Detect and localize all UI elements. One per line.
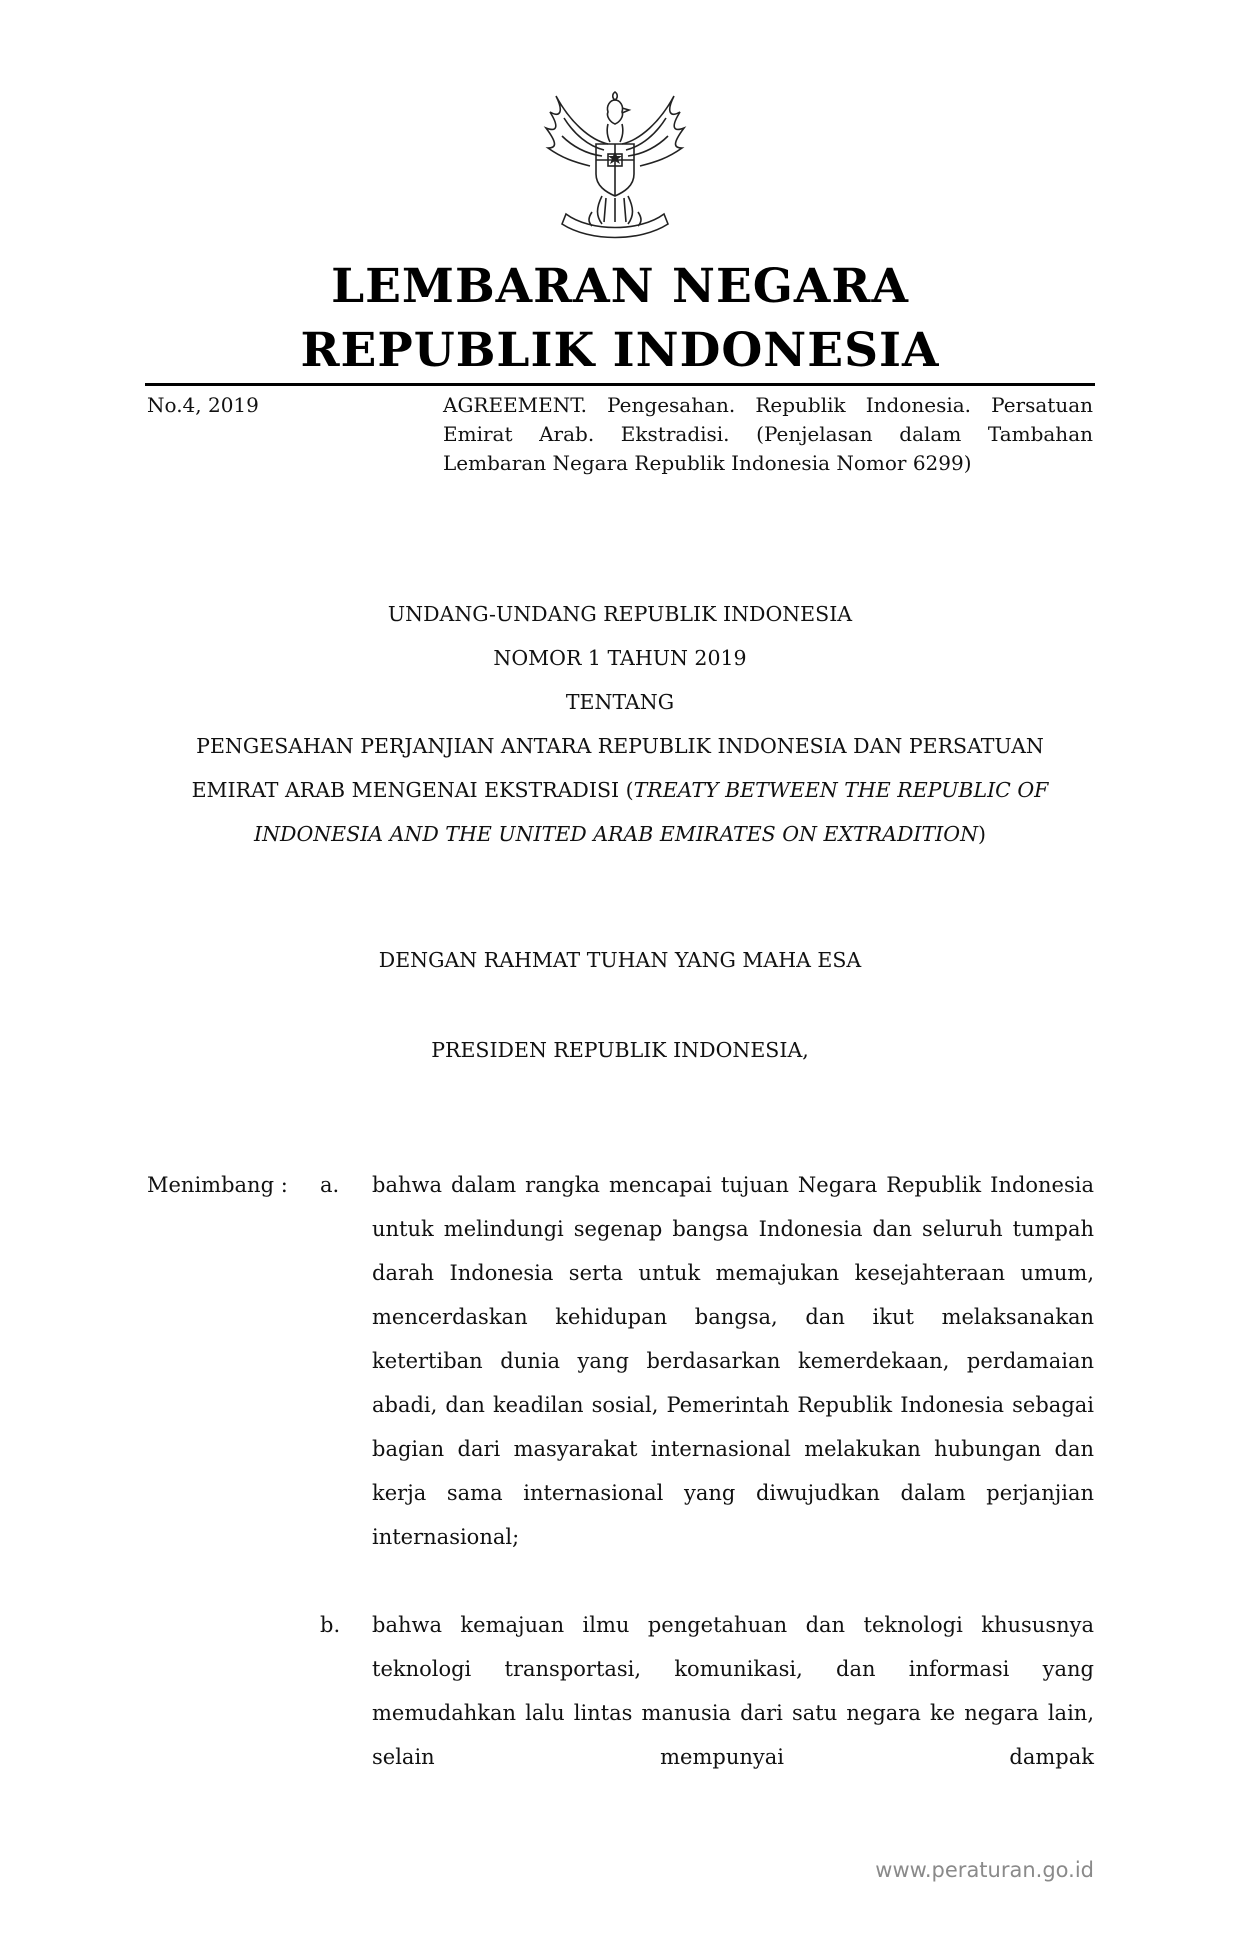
title-subject <box>145 724 1095 856</box>
menimbang-label <box>147 1163 288 1207</box>
preamble-presiden: PRESIDEN REPUBLIK INDONESIA, <box>431 1038 809 1062</box>
title-line-2: NOMOR 1 TAHUN 2019 <box>493 646 747 670</box>
issue-description: AGREEMENT. Pengesahan. Republik Indonesia. Persatuan Emirat Arab. Ekstradisi. (Penjelasan dalam Tambahan Lembaran Negara Republik Indonesia Nomor 6299) <box>443 393 1093 475</box>
menimbang-item-letter: a. <box>320 1173 340 1197</box>
menimbang-item-letter: b. <box>320 1613 341 1637</box>
title-subject-plain: PENGESAHAN PERJANJIAN ANTARA REPUBLIK INDONESIA DAN PERSATUAN EMIRAT ARAB MENGENAI EKSTRADISI ( <box>191 734 1044 802</box>
masthead-line-1: LEMBARAN NEGARA <box>331 259 909 314</box>
menimbang-item-text: bahwa dalam rangka mencapai tujuan Negara Republik Indonesia untuk melindungi segenap bangsa Indonesia dan seluruh tumpah darah Indonesia serta untuk memajukan kesejahteraan umum, mencerdaskan kehidupan bangsa, dan ikut melaksanakan ketertiban dunia yang berdasarkan kemerdekaan, perdamaian abadi, dan keadilan sosial, Pemerintah Republik Indonesia sebagai bagian dari masyarakat internasional melakukan hubungan dan kerja sama internasional yang diwujudkan dalam perjanjian internasional; <box>372 1173 1094 1549</box>
title-subject-italic: TREATY BETWEEN THE REPUBLIC OF INDONESIA AND THE UNITED ARAB EMIRATES ON EXTRADITION <box>253 778 1049 846</box>
menimbang-item-text: bahwa kemajuan ilmu pengetahuan dan teknologi khususnya teknologi transportasi, komunikasi, dan informasi yang memudahkan lalu lintas manusia dari satu negara ke negara lain, selain mempunyai dampak <box>372 1613 1094 1769</box>
menimbang-separator: : <box>280 1173 288 1197</box>
law-title <box>145 592 1095 856</box>
masthead-rule <box>145 383 1095 386</box>
title-subject-close: ) <box>978 822 987 846</box>
title-line-1: UNDANG-UNDANG REPUBLIK INDONESIA <box>387 602 853 626</box>
garuda-emblem-icon <box>530 82 700 242</box>
masthead-line-2: REPUBLIK INDONESIA <box>300 323 940 378</box>
menimbang-label-text: Menimbang <box>147 1173 275 1197</box>
issue-number: No.4, 2019 <box>147 393 259 417</box>
footer-url: www.peraturan.go.id <box>875 1858 1094 1882</box>
preamble-dengan: DENGAN RAHMAT TUHAN YANG MAHA ESA <box>378 948 862 972</box>
title-line-3: TENTANG <box>565 690 675 714</box>
